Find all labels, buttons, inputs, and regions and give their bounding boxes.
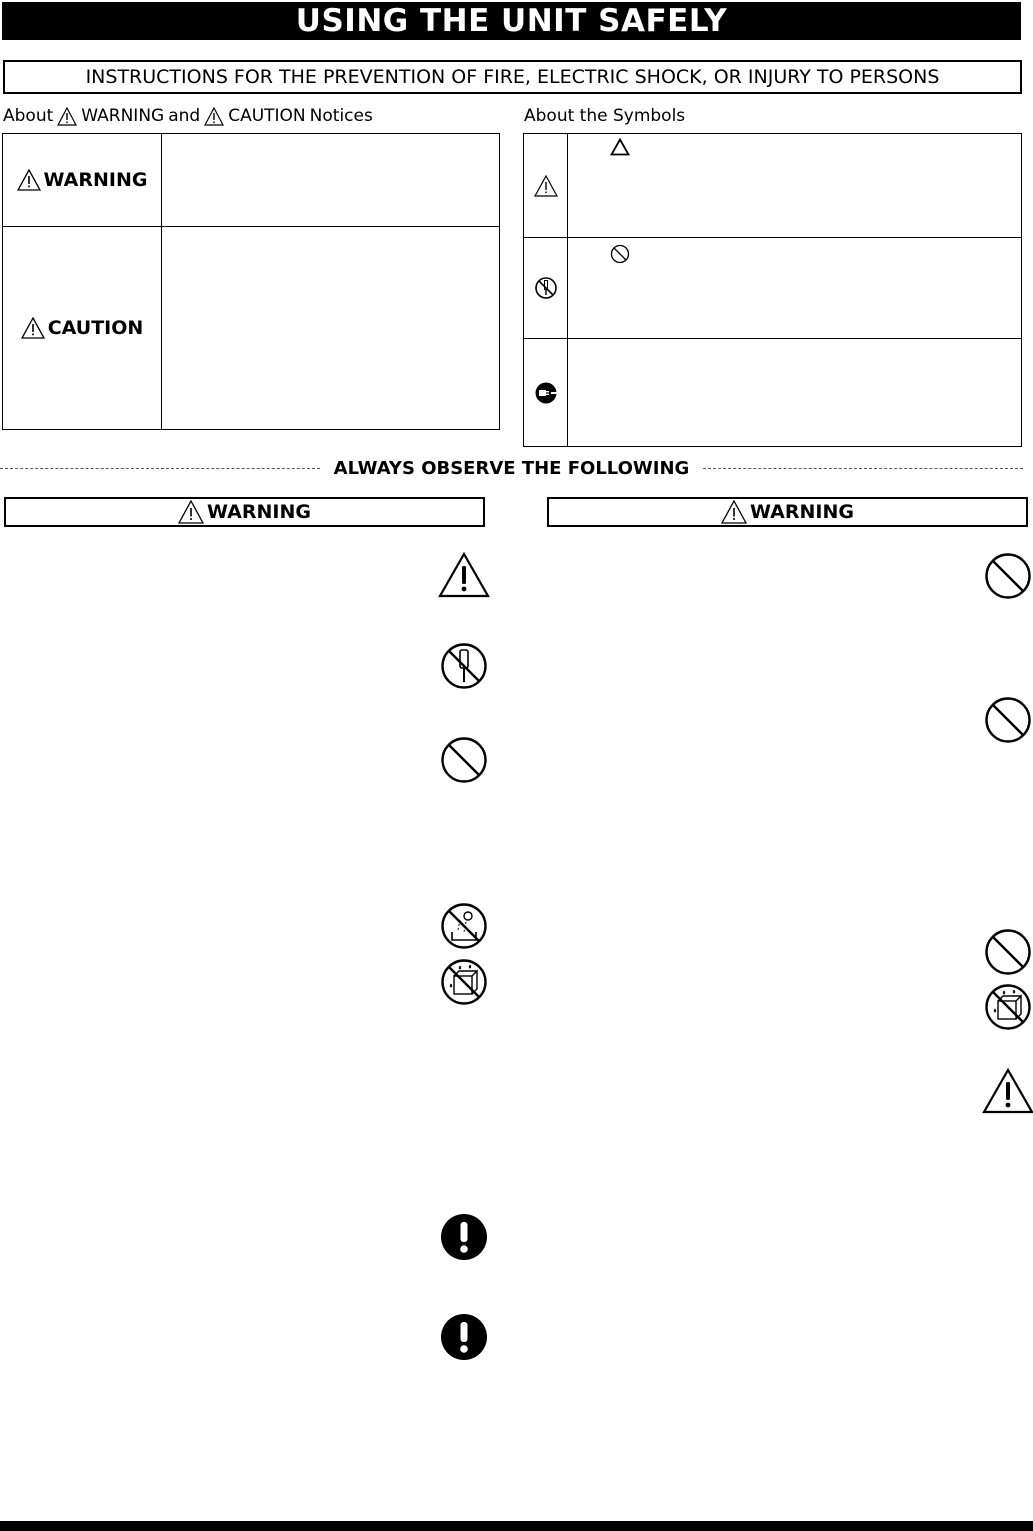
prohibited-icon xyxy=(984,928,1032,976)
no-liquids-icon xyxy=(440,958,488,1006)
warning-triangle-icon xyxy=(721,500,747,524)
no-disassembly-icon xyxy=(534,276,558,300)
right-warning-header-text: WARNING xyxy=(750,501,854,523)
notices-section-label xyxy=(3,106,373,126)
caution-notice-text: CAUTION xyxy=(47,317,144,339)
caution-notice-row xyxy=(3,227,499,429)
prohibited-circle-icon xyxy=(610,244,630,264)
footer-bar xyxy=(0,1521,1033,1531)
symbols-section-label: About the Symbols xyxy=(524,106,686,126)
symbol-row-unplug xyxy=(524,339,1021,446)
symbol-icon-cell xyxy=(524,134,568,237)
prohibited-icon xyxy=(984,552,1032,600)
warning-word: WARNING xyxy=(81,106,165,126)
no-disassembly-icon xyxy=(440,642,488,690)
notices-word: Notices xyxy=(309,106,373,126)
symbol-icon-cell xyxy=(524,238,568,338)
and-word: and xyxy=(168,106,201,126)
left-warning-header-text: WARNING xyxy=(207,501,311,523)
warning-triangle-icon xyxy=(178,500,204,524)
warning-notice-row xyxy=(3,134,499,227)
symbol-row-prohibited xyxy=(524,238,1021,339)
notices-table xyxy=(2,133,500,430)
caution-word: CAUTION xyxy=(228,106,306,126)
warning-triangle-icon xyxy=(534,175,558,197)
warning-notice-label xyxy=(3,134,162,226)
instructions-banner: INSTRUCTIONS FOR THE PREVENTION OF FIRE, ELECTRIC SHOCK, OR INJURY TO PERSONS xyxy=(3,60,1022,94)
unplug-icon xyxy=(534,381,558,405)
warning-triangle-icon xyxy=(17,169,41,191)
warning-notice-text: WARNING xyxy=(43,169,148,191)
prohibited-icon xyxy=(440,736,488,784)
always-observe-divider xyxy=(0,456,1023,480)
caution-triangle-icon xyxy=(21,317,45,339)
always-observe-heading: ALWAYS OBSERVE THE FOLLOWING xyxy=(333,457,690,479)
triangle-icon xyxy=(610,138,630,156)
left-warning-header xyxy=(4,497,485,527)
mandatory-icon xyxy=(440,1313,488,1361)
page-title: USING THE UNIT SAFELY xyxy=(2,2,1021,40)
no-water-icon xyxy=(440,902,488,950)
symbols-table xyxy=(523,133,1022,447)
no-liquids-icon xyxy=(984,983,1032,1031)
symbol-icon-cell xyxy=(524,339,568,446)
caution-triangle-icon xyxy=(204,107,224,126)
prohibited-icon xyxy=(984,696,1032,744)
about-label: About xyxy=(3,106,54,126)
symbol-row-triangle xyxy=(524,134,1021,238)
caution-notice-label xyxy=(3,227,162,429)
right-warning-header xyxy=(547,497,1028,527)
warning-triangle-icon xyxy=(438,552,490,598)
warning-triangle-icon xyxy=(57,107,77,126)
mandatory-icon xyxy=(440,1213,488,1261)
warning-triangle-icon xyxy=(982,1068,1033,1114)
dashed-line-left xyxy=(0,468,320,469)
dashed-line-right xyxy=(703,468,1023,469)
